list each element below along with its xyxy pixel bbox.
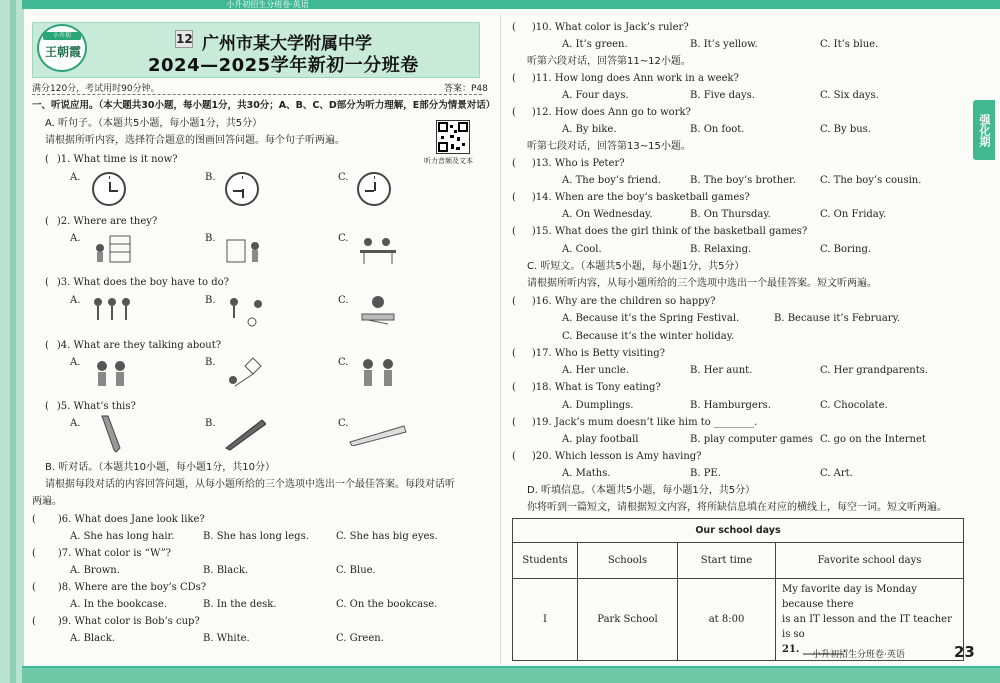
q5-option-b-label: B. [205, 418, 216, 429]
q16-option-b[interactable]: B. Because it’s February. [774, 313, 901, 324]
school-title: 广州市某大学附属中学 [202, 34, 372, 54]
boy-studying-icon[interactable] [358, 294, 398, 328]
answer-ref: 答案：P48 [444, 84, 488, 94]
kite-flying-icon[interactable] [225, 356, 265, 392]
q18-option-b[interactable]: B. Hamburgers. [690, 400, 771, 411]
q3-option-b-label: B. [205, 295, 216, 306]
q12-option-b[interactable]: B. On foot. [690, 124, 745, 135]
table-header-favorite-days: Favorite school days [776, 543, 964, 579]
q3-option-c-label: C. [338, 295, 349, 306]
q15-option-a[interactable]: A. Cool. [562, 244, 602, 255]
q5-option-c-label: C. [338, 418, 349, 429]
q20-option-c[interactable]: C. Art. [820, 468, 853, 479]
q2-option-b-label: B. [205, 233, 216, 244]
column-divider [500, 14, 501, 664]
q14-option-b[interactable]: B. On Thursday. [690, 209, 771, 220]
q8-option-b[interactable]: B. In the desk. [203, 599, 277, 610]
exam-title: 2024—2025学年新初一分班卷 [148, 55, 419, 76]
part-c-title: C. 听短文。（本题共5小题，每小题1分，共5分） [527, 261, 745, 272]
q9-option-a[interactable]: A. Black. [70, 633, 115, 644]
table-cell-student: I [513, 579, 578, 661]
q16-option-c[interactable]: C. Because it’s the winter holiday. [562, 331, 735, 342]
part-a-instruction: 请根据所听内容，选择符合题意的图画回答问题。每个句子听两遍。 [45, 135, 345, 146]
q8-option-a[interactable]: A. In the bookcase. [70, 599, 167, 610]
question-16: ( )16. Why are the children so happy? [512, 296, 716, 307]
favorite-line-1: My favorite day is Monday because there [782, 584, 917, 610]
q6-option-b[interactable]: B. She has long legs. [203, 531, 309, 542]
question-5: ( )5. What’s this? [45, 401, 136, 412]
q9-option-b[interactable]: B. White. [203, 633, 250, 644]
pencil-icon[interactable] [96, 414, 126, 454]
q5-option-a-label: A. [70, 418, 81, 429]
brand-logo [37, 24, 87, 72]
q1-option-b-label: B. [205, 172, 216, 183]
q7-option-a[interactable]: A. Brown. [70, 565, 120, 576]
q18-option-a[interactable]: A. Dumplings. [562, 400, 634, 411]
top-banner: 小升初招生分班卷·英语 [226, 0, 309, 9]
part-d-title: D. 听填信息。（本题共5小题，每小题1分，共5分） [527, 485, 756, 496]
favorite-line-2: is an IT lesson and the IT teacher is so [782, 614, 952, 640]
q7-option-b[interactable]: B. Black. [203, 565, 249, 576]
side-tab: 强化期 [973, 100, 995, 160]
q20-option-a[interactable]: A. Maths. [562, 468, 611, 479]
top-stripe [22, 0, 1000, 9]
question-1: ( )1. What time is it now? [45, 154, 178, 165]
ruler-icon[interactable] [348, 424, 408, 446]
q3-option-a-label: A. [70, 295, 81, 306]
binding-edge-stripe [10, 0, 16, 683]
q19-option-b[interactable]: B. play computer games [690, 434, 813, 445]
question-18: ( )18. What is Tony eating? [512, 382, 661, 393]
kitchen-scene-icon[interactable] [225, 234, 265, 268]
q15-option-c[interactable]: C. Boring. [820, 244, 872, 255]
table-caption: Our school days [513, 519, 964, 543]
question-17: ( )17. Who is Betty visiting? [512, 348, 666, 359]
question-9: ( )9. What color is Bob’s cup? [32, 616, 200, 627]
q7-option-c[interactable]: C. Blue. [336, 565, 376, 576]
q1-option-a-label: A. [70, 172, 81, 183]
table-header-start-time: Start time [678, 543, 776, 579]
two-children-icon[interactable] [92, 358, 132, 392]
pen-icon[interactable] [222, 418, 266, 452]
question-10: ( )10. What color is Jack’s ruler? [512, 22, 689, 33]
exam-meta: 满分120分，考试用时90分钟。 [32, 84, 160, 94]
part-d-instruction: 你将听到一篇短文，请根据短文内容，将所缺信息填在对应的横线上，每空一词。短文听两遍。 [527, 502, 947, 513]
question-8: ( )8. Where are the boy’s CDs? [32, 582, 207, 593]
question-7: ( )7. What color is “W”? [32, 548, 172, 559]
question-2: ( )2. Where are they? [45, 216, 158, 227]
question-12: ( )12. How does Ann go to work? [512, 107, 691, 118]
part-c-instruction: 请根据所听内容，从每小题所给的三个选项中选出一个最佳答案。短文听两遍。 [527, 278, 877, 289]
qr-code-icon[interactable] [436, 120, 470, 154]
q20-option-b[interactable]: B. PE. [690, 468, 721, 479]
q10-option-b[interactable]: B. It’s yellow. [690, 39, 758, 50]
qr-caption: 听力音频及文本 [424, 157, 473, 165]
exam-number: 12 [176, 32, 193, 46]
logo-name: 王朝霞 [44, 45, 81, 59]
q11-option-a[interactable]: A. Four days. [562, 90, 629, 101]
table-header-students: Students [513, 543, 578, 579]
school-days-table [512, 518, 964, 661]
q12-option-a[interactable]: A. By bike. [562, 124, 617, 135]
library-scene-icon[interactable] [92, 234, 132, 268]
dialogue-7-note: 听第七段对话，回答第13~15小题。 [527, 141, 691, 152]
question-14: ( )14. When are the boy’s basketball games? [512, 192, 750, 203]
q15-option-b[interactable]: B. Relaxing. [690, 244, 752, 255]
q13-option-b[interactable]: B. The boy’s brother. [690, 175, 796, 186]
q10-option-a[interactable]: A. It’s green. [562, 39, 628, 50]
q14-option-a[interactable]: A. On Wednesday. [562, 209, 653, 220]
part-a-title: A. 听句子。（本题共5小题，每小题1分，共5分） [45, 118, 263, 129]
question-15: ( )15. What does the girl think of the basketball games? [512, 226, 808, 237]
q8-option-c[interactable]: C. On the bookcase. [336, 599, 438, 610]
page-number: 23 [954, 643, 975, 661]
clock-icon[interactable] [92, 172, 126, 206]
question-4: ( )4. What are they talking about? [45, 340, 222, 351]
children-talking-icon[interactable] [358, 356, 398, 392]
part-b-instruction: 请根据每段对话的内容回答问题，从每小题所给的三个选项中选出一个最佳答案。每段对话听 [45, 479, 455, 490]
q19-option-a[interactable]: A. play football [562, 434, 639, 445]
footer-label: 小升初招生分班卷·英语 [812, 650, 905, 660]
table-cell-start: at 8:00 [678, 579, 776, 661]
q6-option-a[interactable]: A. She has long hair. [70, 531, 175, 542]
question-11: ( )11. How long does Ann work in a week? [512, 73, 739, 84]
bottom-stripe [22, 668, 1000, 683]
q13-option-a[interactable]: A. The boy’s friend. [562, 175, 661, 186]
clock-icon[interactable] [225, 172, 259, 206]
table-header-schools: Schools [578, 543, 678, 579]
q4-option-a-label: A. [70, 357, 81, 368]
q9-option-c[interactable]: C. Green. [336, 633, 384, 644]
q16-option-a[interactable]: A. Because it’s the Spring Festival. [562, 313, 740, 324]
answer-blank-21[interactable]: 21. ________. [782, 644, 847, 655]
question-19: ( )19. Jack’s mum doesn’t like him to ________. [512, 417, 758, 428]
question-13: ( )13. Who is Peter? [512, 158, 625, 169]
question-20: ( )20. Which lesson is Amy having? [512, 451, 702, 462]
part-b-instruction-cont: 两遍。 [32, 496, 62, 507]
q11-option-b[interactable]: B. Five days. [690, 90, 755, 101]
q17-option-c[interactable]: C. Her grandparents. [820, 365, 929, 376]
q18-option-c[interactable]: C. Chocolate. [820, 400, 888, 411]
q2-option-c-label: C. [338, 233, 349, 244]
part-b-title: B. 听对话。（本题共10小题，每小题1分，共10分） [45, 462, 276, 473]
logo-top-text: 小升初 [43, 32, 81, 40]
q4-option-c-label: C. [338, 357, 349, 368]
q4-option-b-label: B. [205, 357, 216, 368]
q13-option-c[interactable]: C. The boy’s cousin. [820, 175, 922, 186]
q1-option-c-label: C. [338, 172, 349, 183]
section-title: 一、听说应用。（本大题共30小题，每小题1分，共30分；A、B、C、D部分为听力理解，E部分为情景对话） [32, 100, 496, 111]
q11-option-c[interactable]: C. Six days. [820, 90, 879, 101]
table-cell-school: Park School [578, 579, 678, 661]
dialogue-6-note: 听第六段对话，回答第11~12小题。 [527, 56, 691, 67]
clock-icon[interactable] [357, 172, 391, 206]
q17-option-b[interactable]: B. Her aunt. [690, 365, 753, 376]
q6-option-c[interactable]: C. She has big eyes. [336, 531, 438, 542]
header-divider [32, 94, 482, 95]
q19-option-c[interactable]: C. go on the Internet [820, 434, 926, 445]
question-6: ( )6. What does Jane look like? [32, 514, 205, 525]
question-3: ( )3. What does the boy have to do? [45, 277, 230, 288]
q12-option-c[interactable]: C. By bus. [820, 124, 871, 135]
q14-option-c[interactable]: C. On Friday. [820, 209, 887, 220]
classroom-scene-icon[interactable] [358, 234, 398, 268]
q10-option-c[interactable]: C. It’s blue. [820, 39, 879, 50]
q2-option-a-label: A. [70, 233, 81, 244]
q17-option-a[interactable]: A. Her uncle. [562, 365, 629, 376]
children-playing-icon[interactable] [90, 296, 134, 328]
playing-football-icon[interactable] [222, 296, 266, 328]
